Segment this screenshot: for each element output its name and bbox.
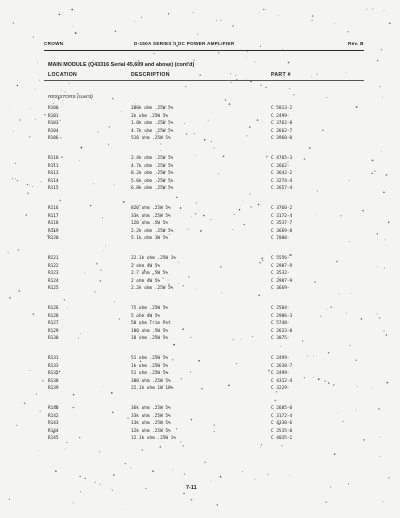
part-description: 51 ohm .25W 5% <box>131 371 169 377</box>
part-number: C 2504- <box>271 306 290 311</box>
part-location: R111 <box>48 163 59 169</box>
part-number: C 3532- <box>271 271 290 277</box>
part-location: R106 <box>48 136 59 142</box>
part-description: 33k ohm .25W 5% <box>131 413 171 419</box>
page-title: MAIN MODULE (Q43316 Serial 45,609 and above) (cont'd) <box>48 62 195 68</box>
part-location: R121 <box>48 256 59 261</box>
part-number: C 3760-2 <box>271 206 293 211</box>
part-number: C 3075- <box>271 336 290 342</box>
part-number: C 2613-0 <box>271 328 293 334</box>
part-description: 75 ohm .25W 5% <box>131 306 169 311</box>
part-location: R125 <box>48 286 59 292</box>
part-location: R138 <box>48 378 59 384</box>
part-location: R114 <box>48 178 59 184</box>
part-description: 2 ohm 4W 5% <box>131 263 161 269</box>
part-number: C 2499- <box>271 356 290 361</box>
part-number: C 2662-7 <box>271 128 293 134</box>
part-number: C 3537-7 <box>271 221 293 227</box>
part-description: 2.4k ohm .25W 5% <box>131 156 174 161</box>
part-number: C 7008- <box>271 236 290 242</box>
part-description: 12.1k ohm .25W 1% <box>131 436 176 442</box>
part-description: 8.2k ohm .25W 5% <box>131 171 174 177</box>
part-description: 2.7 ohm .5W 5% <box>131 271 169 277</box>
header-right: Rev. B <box>348 41 364 46</box>
part-description: 1.8k ohm .25W 5% <box>131 121 174 127</box>
part-location: R133 <box>48 363 59 369</box>
part-location: R139 <box>48 386 59 392</box>
part-number: C 2986-3 <box>271 313 293 319</box>
column-header-location: LOCATION <box>48 72 78 78</box>
part-location: R144 <box>48 428 59 434</box>
part-location: R129 <box>48 328 59 334</box>
part-description: 300 ohm .25W 5% <box>131 378 171 384</box>
part-number: C 5748- <box>271 321 290 327</box>
part-number: C 3229- <box>271 386 290 392</box>
part-number: C 3669- <box>271 286 290 292</box>
part-description: 22.1k ohm 1W 10% <box>131 386 174 392</box>
part-number: C 2499- <box>271 113 290 119</box>
part-description: 2.2k ohm .25W 5% <box>131 228 174 234</box>
part-description: 2.2k ohm .25W 5% <box>131 286 174 292</box>
part-description: 5.6k ohm .25W 5% <box>131 178 174 184</box>
part-number: C 3172-4 <box>271 413 293 419</box>
column-header-description: DESCRIPTION <box>131 72 170 78</box>
part-description: 100 ohm .5W 5% <box>131 328 169 334</box>
part-number: C 2685-0 <box>271 406 293 411</box>
part-location: R123 <box>48 271 59 277</box>
part-number: C 4330-6 <box>271 421 293 427</box>
part-location: R143 <box>48 421 59 427</box>
part-number: C 3535-0 <box>271 428 293 434</box>
part-number: C 3274-4 <box>271 178 293 184</box>
part-description: 18 ohm .25W 5% <box>131 336 169 342</box>
part-description: 12k ohm .25W 5% <box>131 428 171 434</box>
part-description: 13k ohm .25W 5% <box>131 421 171 427</box>
part-number: C 4035-1 <box>271 436 293 442</box>
part-location: R126 <box>48 306 59 311</box>
header-left: CROWN <box>44 41 64 46</box>
part-location: R117 <box>48 213 59 219</box>
page-header <box>44 39 366 49</box>
part-description: 2k ohm .25W 5% <box>131 113 169 119</box>
part-description: 200k ohm .25W 5% <box>131 106 174 111</box>
part-number: C 4312-4 <box>271 378 293 384</box>
part-location: R113 <box>48 171 59 177</box>
part-location: R145 <box>48 436 59 442</box>
part-location: R142 <box>48 413 59 419</box>
part-number: C 2499- <box>271 371 290 377</box>
part-location: R120 <box>48 236 59 242</box>
part-description: 51 ohm .25W 5% <box>131 356 169 361</box>
part-location: R115 <box>48 186 59 192</box>
part-description: 2 ohm 4W 5% <box>131 278 161 284</box>
part-location: R100 <box>48 106 59 111</box>
header-rule <box>44 50 364 51</box>
part-location: R122 <box>48 263 59 269</box>
part-description: 6.8k ohm .25W 5% <box>131 186 174 192</box>
part-location: R131 <box>48 356 59 361</box>
part-location: R110 <box>48 156 59 161</box>
part-number: C 3762-8 <box>271 121 293 127</box>
part-number: C 3960-0 <box>271 136 293 142</box>
part-number: C 3172-4 <box>271 213 293 219</box>
part-description: 120 ohm .5W 5% <box>131 221 169 227</box>
part-number: C 2662- <box>271 163 290 169</box>
part-description: 22.1k ohm .25W 1% <box>131 256 176 261</box>
part-number: C 2657-4 <box>271 186 293 192</box>
part-description: 510 ohm .25W 5% <box>131 136 171 142</box>
part-number: C 2987-9 <box>271 263 293 269</box>
section-label: RESISTORS (cont'd) <box>48 95 93 100</box>
part-number: C 4765-3 <box>271 156 293 161</box>
part-number: C 2987-9 <box>271 278 293 284</box>
part-description: 33k ohm .25W 5% <box>131 213 171 219</box>
part-description: 4.7k ohm .25W 5% <box>131 128 174 134</box>
part-location: R116 <box>48 206 59 211</box>
part-description: 36k ohm .25W 5% <box>131 406 171 411</box>
part-number: C 5013-2 <box>271 106 293 111</box>
header-center: D-150A SERIES II DC POWER AMPLIFIER <box>134 41 235 46</box>
part-description: 4.7k ohm .25W 5% <box>131 163 174 169</box>
part-location: R103 <box>48 121 59 127</box>
column-rule <box>44 80 364 81</box>
part-description: 5 ohm 4W 5% <box>131 313 161 319</box>
part-location: R101 <box>48 113 59 119</box>
part-location: R127 <box>48 321 59 327</box>
column-header-part: PART # <box>271 72 291 78</box>
part-description: 5.1k ohm 1W 5% <box>131 236 169 242</box>
part-location: R104 <box>48 128 59 134</box>
part-number: C 2638-7 <box>271 363 293 369</box>
part-location: R128 <box>48 313 59 319</box>
part-location: R124 <box>48 278 59 284</box>
part-number: C 3669-8 <box>271 228 293 234</box>
part-description: 820 ohm .25W 5% <box>131 206 171 211</box>
part-description: 1k ohm .25W 5% <box>131 363 169 369</box>
part-location: R118 <box>48 221 59 227</box>
part-description: 50 ohm Trim Pot <box>131 321 171 327</box>
page-number: 7-11 <box>186 485 197 491</box>
part-location: R119 <box>48 228 59 234</box>
part-location: R140 <box>48 406 59 411</box>
part-number: C 5556- <box>271 256 290 261</box>
part-location: R130 <box>48 336 59 342</box>
part-number: C 3642-2 <box>271 171 293 177</box>
part-location: R135 <box>48 371 59 377</box>
